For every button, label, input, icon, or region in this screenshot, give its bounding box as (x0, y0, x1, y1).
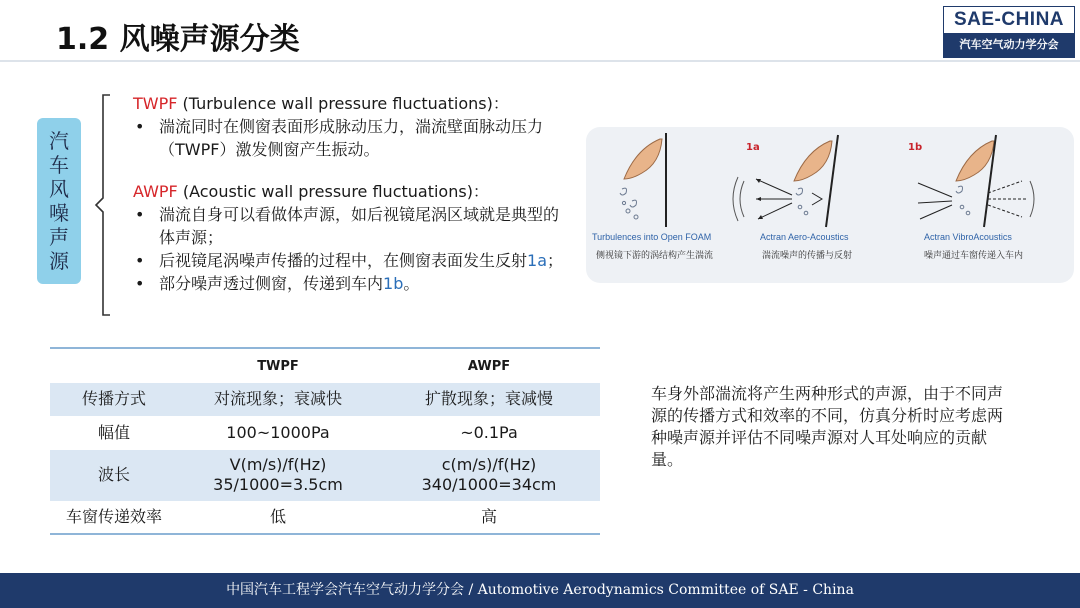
row-label: 幅值 (50, 416, 178, 449)
cell-twpf: 低 (178, 501, 378, 534)
table-header (50, 348, 178, 383)
cell-twpf: 100~1000Pa (178, 416, 378, 449)
twpf-bullets (133, 115, 573, 161)
section-tag (37, 118, 81, 284)
summary-note: 车身外部湍流将产生两种形式的声源，由于不同声源的传播方式和效率的不同，仿真分析时应考虑两种噪声源并评估不同噪声源对人耳处响应的贡献量。 (651, 384, 1004, 469)
caption-en: Turbulences into Open FOAM (592, 232, 712, 242)
table-row (50, 416, 600, 449)
caption-zh: 侧视镜下游的涡结构产生湍流 (596, 251, 714, 261)
section-tag-char: 声 (49, 225, 69, 249)
section-tag-char: 噪 (49, 201, 69, 225)
awpf-bullet (133, 249, 573, 272)
awpf-bullet-end: ； (547, 251, 564, 270)
cell-line: c(m/s)/f(Hz) (441, 455, 537, 474)
twpf-bullet: • 湍流同时在侧窗表面形成脉动压力，湍流壁面脉动压力（TWPF）激发侧窗产生振动。 (133, 115, 573, 161)
cell-awpf: 扩散现象；衰减慢 (378, 383, 600, 416)
panel-vibro-acoustics (918, 135, 1034, 227)
definitions-block (133, 92, 573, 295)
page-title: 1.2 风噪声源分类 (56, 22, 300, 57)
twpf-heading (133, 92, 573, 115)
twpf-acronym: TWPF (133, 94, 178, 113)
footer-bar: 中国汽车工程学会汽车空气动力学分会 / Automotive Aerodynamics Committee of SAE - China (0, 573, 1080, 608)
figure-ref-1a: 1a (527, 251, 547, 270)
awpf-bullet-text: 后视镜尾涡噪声传播的过程中，在侧窗表面发生反射 (159, 251, 528, 270)
caption-en: Actran VibroAcoustics (924, 232, 1012, 242)
sae-china-logo (943, 6, 1075, 58)
awpf-bullet: • 湍流自身可以看做体声源，如后视镜尾涡区域就是典型的体声源； (133, 203, 573, 249)
table-header-row (50, 348, 600, 383)
table-header: TWPF (178, 348, 378, 383)
title-divider (0, 60, 1080, 62)
section-tag-char: 源 (49, 249, 69, 273)
figure-ref-1b: 1b (383, 274, 404, 293)
curly-brace-icon (92, 94, 112, 316)
panel-turbulence (620, 133, 666, 227)
cell-line: 35/1000=3.5cm (213, 475, 343, 494)
section-tag-char: 汽 (49, 129, 69, 153)
table-row (50, 383, 600, 416)
section-tag-char: 风 (49, 177, 69, 201)
row-label: 传播方式 (50, 383, 178, 416)
awpf-heading (133, 180, 573, 203)
twpf-fullname: (Turbulence wall pressure fluctuations)： (177, 94, 509, 113)
awpf-bullet-end: 。 (403, 274, 420, 293)
cell-awpf: 高 (378, 501, 600, 534)
awpf-acronym: AWPF (133, 182, 178, 201)
mirror-icon (956, 141, 994, 181)
cell-line: V(m/s)/f(Hz) (229, 455, 327, 474)
cell-twpf: 对流现象；衰减快 (178, 383, 378, 416)
table-header: AWPF (378, 348, 600, 383)
row-label: 波长 (50, 449, 178, 501)
section-tag-char: 车 (49, 153, 69, 177)
table-row (50, 449, 600, 501)
cell-twpf (178, 449, 378, 501)
awpf-bullet-text: 部分噪声透过侧窗，传递到车内 (159, 274, 384, 293)
panel-tag-1a: 1a (746, 142, 760, 153)
comparison-table (50, 347, 600, 535)
caption-en: Actran Aero-Acoustics (760, 232, 849, 242)
cell-awpf: ~0.1Pa (378, 416, 600, 449)
logo-wordmark: SAE-CHINA (953, 9, 1065, 30)
caption-zh: 噪声通过车窗传递入车内 (924, 251, 1024, 261)
cell-line: 340/1000=34cm (421, 475, 557, 494)
table-row (50, 501, 600, 534)
panel-tag-1b: 1b (908, 142, 923, 153)
cell-awpf (378, 449, 600, 501)
awpf-fullname: (Acoustic wall pressure fluctuations)： (177, 182, 489, 201)
noise-source-figure (586, 127, 1074, 283)
mirror-icon (624, 139, 662, 179)
mirror-icon (794, 141, 832, 181)
awpf-bullets (133, 203, 573, 295)
awpf-bullet (133, 272, 573, 295)
caption-zh: 湍流噪声的传播与反射 (762, 251, 853, 261)
logo-subtitle: 汽车空气动力学分会 (944, 33, 1074, 57)
row-label: 车窗传递效率 (50, 501, 178, 534)
